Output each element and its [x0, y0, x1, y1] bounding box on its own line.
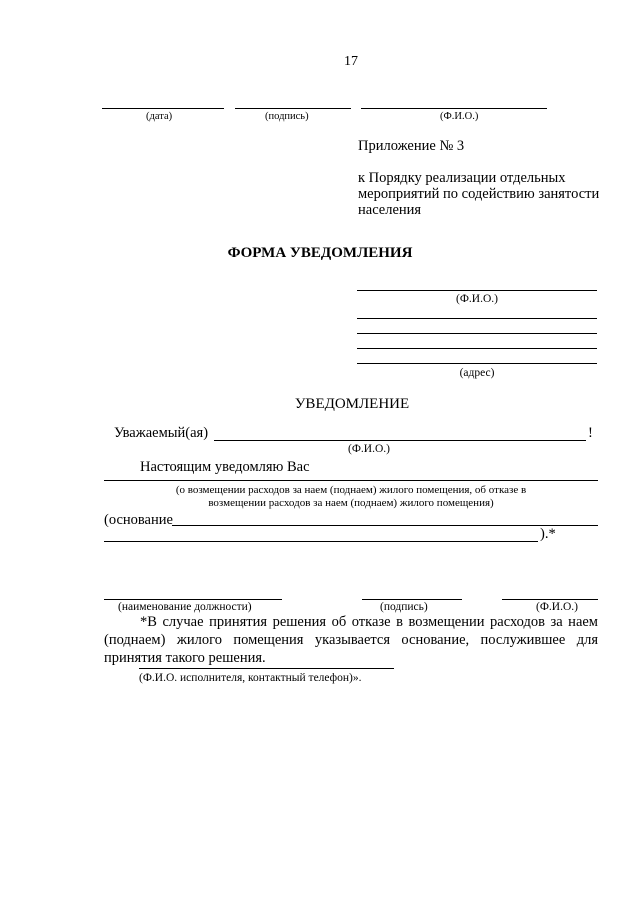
appendix-line-3: населения: [358, 202, 422, 218]
notify-text: Настоящим уведомляю Вас: [140, 459, 310, 475]
notify-decision-line: [104, 480, 598, 481]
bottom-name-caption: (Ф.И.О.): [536, 601, 578, 613]
address-line-2: [357, 333, 597, 334]
position-line: [104, 599, 282, 600]
greeting-exclamation: !: [588, 425, 593, 441]
name-line: [361, 108, 547, 109]
appendix-line-2: мероприятий по содействию занятости: [358, 186, 600, 202]
basis-end: ).*: [540, 526, 556, 542]
bottom-signature-line: [362, 599, 462, 600]
date-caption: (дата): [146, 111, 173, 122]
notify-caption-2: возмещении расходов за наем (поднаем) жилого помещения): [208, 497, 494, 509]
basis-line-2: [104, 541, 538, 542]
address-caption: (адрес): [459, 367, 495, 379]
position-caption: (наименование должности): [118, 601, 252, 613]
page-number: 17: [344, 54, 358, 69]
basis-label: (основание: [104, 512, 173, 528]
name-caption: (Ф.И.О.): [440, 111, 479, 122]
executor-caption: (Ф.И.О. исполнителя, контактный телефон)».: [139, 672, 362, 684]
signature-caption: (подпись): [265, 111, 309, 122]
appendix-title: Приложение № 3: [358, 138, 465, 154]
basis-line-1: [172, 525, 598, 526]
greeting-text: Уважаемый(ая): [114, 425, 209, 441]
form-title: ФОРМА УВЕДОМЛЕНИЯ: [227, 245, 413, 261]
addressee-name-line: [357, 290, 597, 291]
executor-line: [139, 668, 394, 669]
date-line: [102, 108, 224, 109]
bottom-name-line: [502, 599, 598, 600]
address-line-4: [357, 363, 597, 364]
address-line-3: [357, 348, 597, 349]
appendix-line-1: к Порядку реализации отдельных: [358, 170, 566, 186]
greeting-name-caption: (Ф.И.О.): [348, 443, 390, 455]
notify-caption-1: (о возмещении расходов за наем (поднаем) жилого помещения, об отказе в: [175, 484, 527, 496]
address-line-1: [357, 318, 597, 319]
bottom-signature-caption: (подпись): [380, 601, 428, 613]
greeting-name-line: [214, 440, 586, 441]
signature-line: [235, 108, 351, 109]
footnote-text: *В случае принятия решения об отказе в возмещении расходов за наем (поднаем) жилого помещения указывается основание, послужившее для принятия такого решения.: [104, 614, 598, 666]
notice-title: УВЕДОМЛЕНИЕ: [294, 396, 410, 412]
addressee-name-caption: (Ф.И.О.): [456, 293, 498, 305]
